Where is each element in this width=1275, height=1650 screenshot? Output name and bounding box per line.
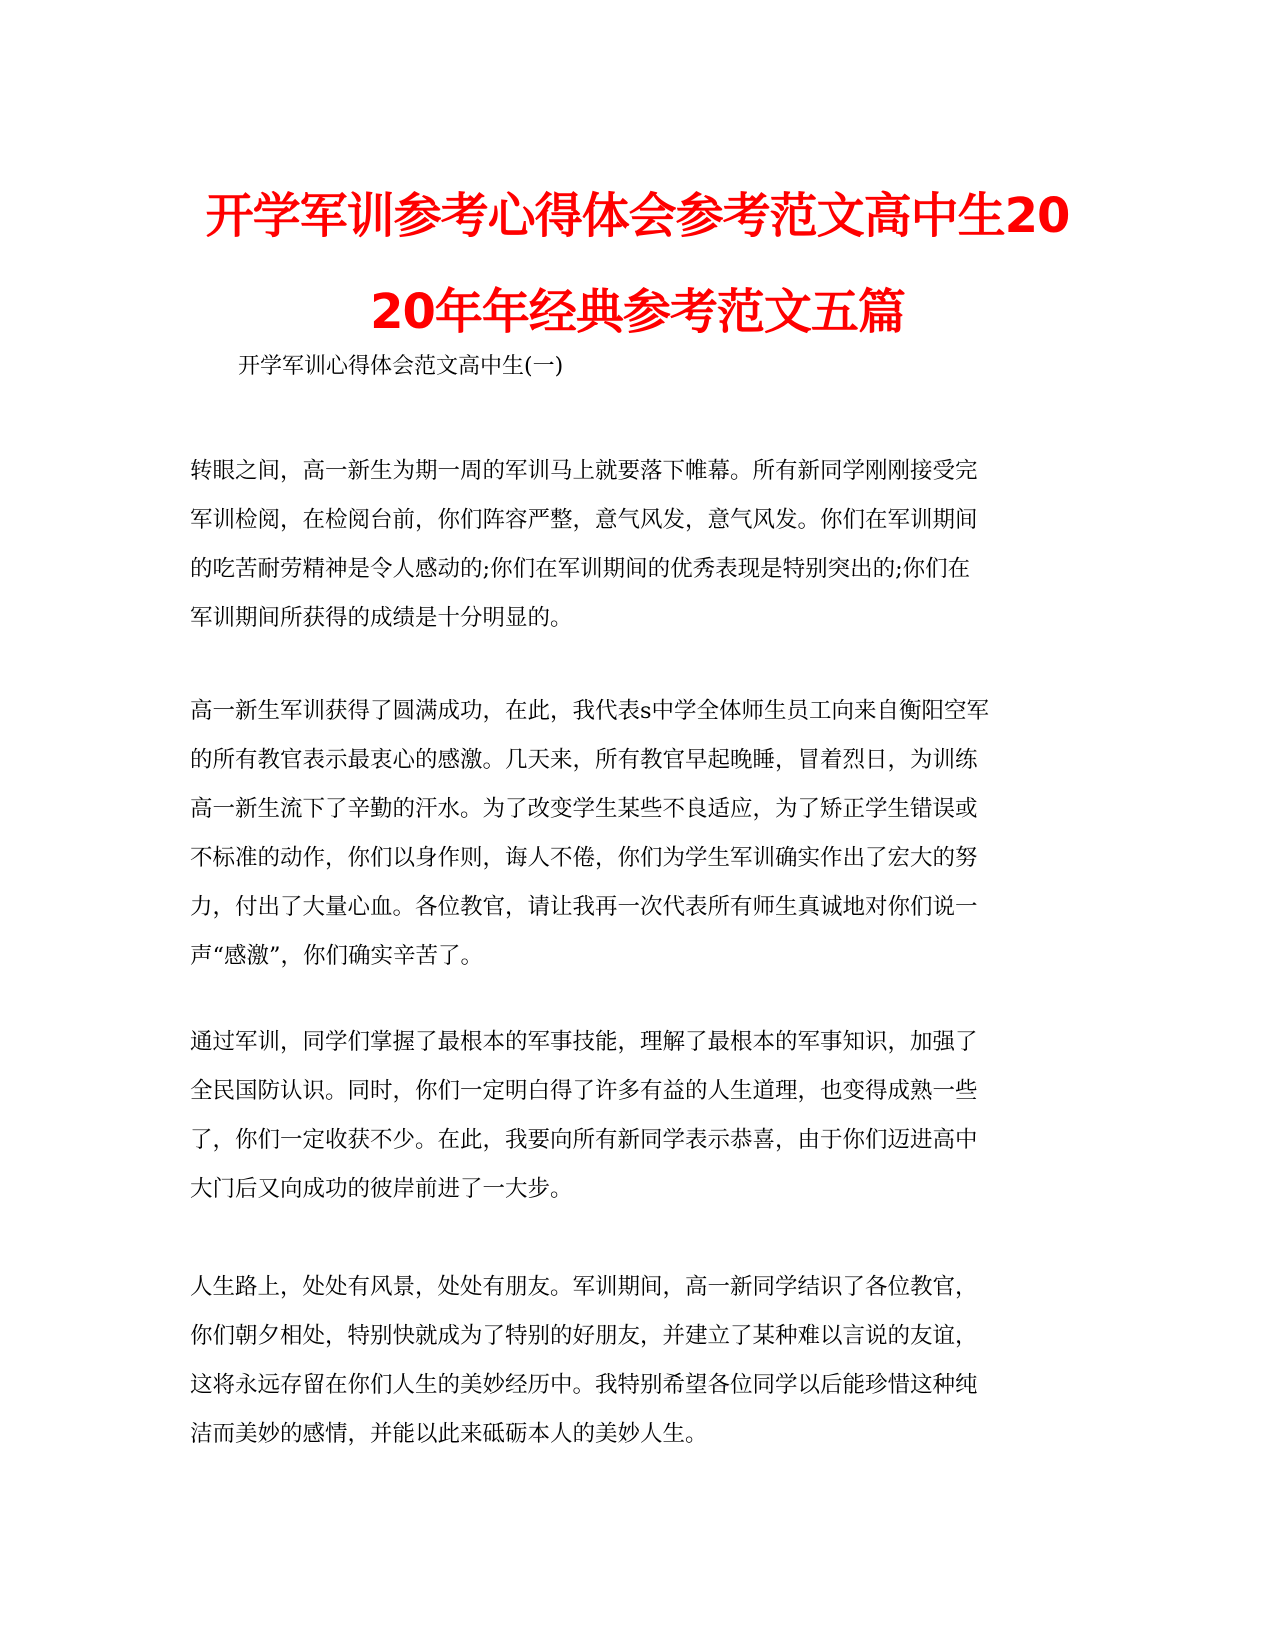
paragraph-line: 转眼之间，高一新生为期一周的军训马上就要落下帷幕。所有新同学刚刚接受完 [190, 458, 978, 484]
paragraph-line: 通过军训，同学们掌握了最根本的军事技能，理解了最根本的军事知识，加强了 [190, 1029, 978, 1055]
title-line-2: 20年年经典参考范文五篇 [370, 284, 905, 340]
paragraph-line: 军训期间所获得的成绩是十分明显的。 [190, 605, 573, 631]
paragraph-line: 了，你们一定收获不少。在此，我要向所有新同学表示恭喜，由于你们迈进高中 [190, 1127, 978, 1153]
paragraph-line: 不标准的动作，你们以身作则，诲人不倦，你们为学生军训确实作出了宏大的努 [190, 845, 978, 871]
paragraph-line: 这将永远存留在你们人生的美妙经历中。我特别希望各位同学以后能珍惜这种纯 [190, 1372, 978, 1398]
paragraph-line: 军训检阅，在检阅台前，你们阵容严整，意气风发，意气风发。你们在军训期间 [190, 507, 978, 533]
paragraph-line: 的所有教官表示最衷心的感激。几天来，所有教官早起晚睡，冒着烈日，为训练 [190, 747, 978, 773]
title-line-1: 开学军训参考心得体会参考范文高中生20 [205, 188, 1070, 244]
paragraph-line: 人生路上，处处有风景，处处有朋友。军训期间，高一新同学结识了各位教官， [190, 1274, 978, 1300]
paragraph-2 [190, 687, 1090, 981]
paragraph-line: 大门后又向成功的彼岸前进了一大步。 [190, 1176, 573, 1202]
document-title [150, 168, 1125, 360]
paragraph-line: 的吃苦耐劳精神是令人感动的;你们在军训期间的优秀表现是特别突出的;你们在 [190, 556, 971, 582]
paragraph-4 [190, 1263, 1090, 1459]
paragraph-line: 力，付出了大量心血。各位教官，请让我再一次代表所有师生真诚地对你们说一 [190, 894, 978, 920]
paragraph-line: 高一新生流下了辛勤的汗水。为了改变学生某些不良适应，为了矫正学生错误或 [190, 796, 978, 822]
paragraph-line: 全民国防认识。同时，你们一定明白得了许多有益的人生道理，也变得成熟一些 [190, 1078, 978, 1104]
paragraph-line: 你们朝夕相处，特别快就成为了特别的好朋友，并建立了某种难以言说的友谊， [190, 1323, 978, 1349]
paragraph-line: 声“感激”，你们确实辛苦了。 [190, 943, 484, 969]
paragraph-3 [190, 1018, 1090, 1214]
paragraph-line: 高一新生军训获得了圆满成功，在此，我代表s中学全体师生员工向来自衡阳空军 [190, 698, 990, 724]
section-subtitle: 开学军训心得体会范文高中生(一) [238, 354, 564, 379]
paragraph-1 [190, 447, 1090, 643]
paragraph-line: 洁而美妙的感情，并能以此来砥砺本人的美妙人生。 [190, 1421, 708, 1447]
